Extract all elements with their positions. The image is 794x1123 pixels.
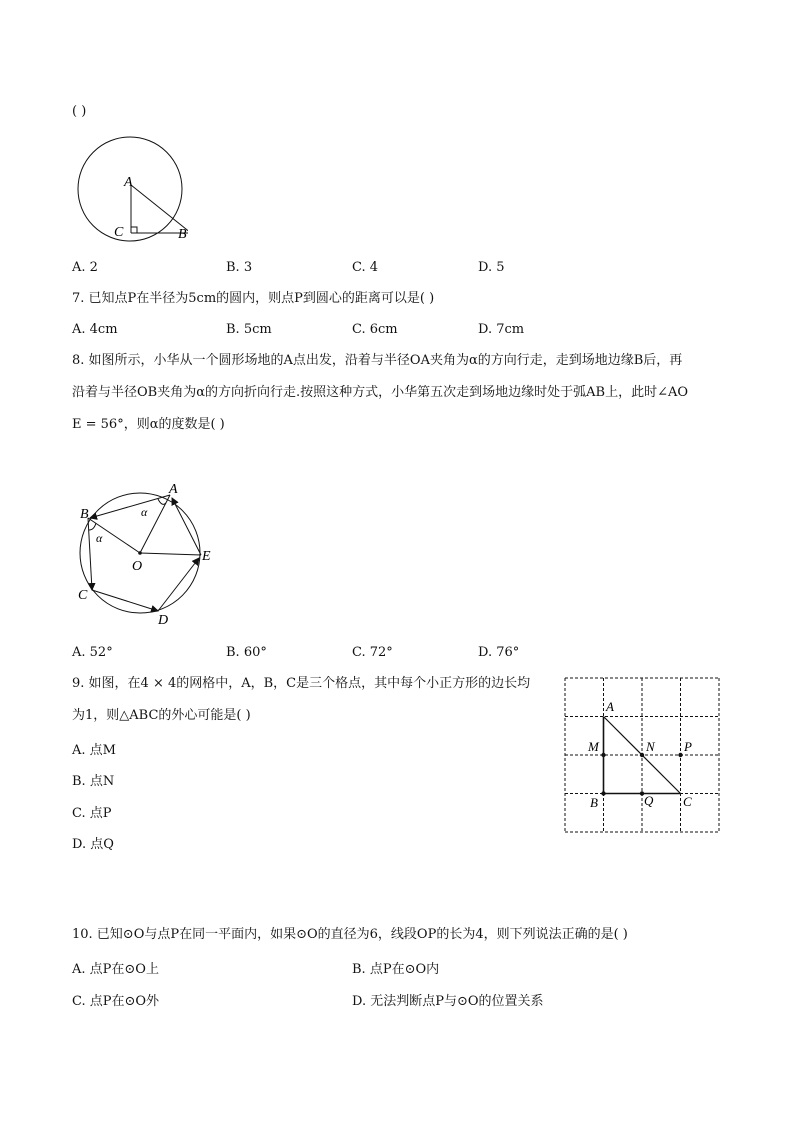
q8-label-b: B — [80, 507, 89, 522]
q8-option-d: D. 76° — [478, 645, 520, 660]
q6-option-a: A. 2 — [72, 260, 98, 275]
q7-option-b: B. 5cm — [226, 322, 272, 337]
q8-label-d: D — [158, 613, 169, 628]
q10-option-a: A. 点P在⊙O上 — [72, 962, 159, 977]
q8-path-ea — [172, 498, 201, 555]
q9-label-c: C — [683, 794, 692, 809]
q9-option-a: A. 点M — [72, 743, 116, 758]
q9-option-d: D. 点Q — [72, 837, 114, 852]
q6-option-d: D. 5 — [478, 260, 505, 275]
q6-option-c: C. 4 — [352, 260, 379, 275]
q8-label-e: E — [202, 549, 211, 564]
q8-label-c: C — [78, 588, 88, 603]
q9-label-q: Q — [644, 793, 654, 808]
q7-option-c: C. 6cm — [352, 322, 398, 337]
q8-option-a: A. 52° — [72, 645, 113, 660]
q9-stem-line2: 为1，则△ABC的外心可能是( ) — [72, 708, 251, 723]
q6-label-b: B — [178, 227, 187, 242]
q10-stem: 10. 已知⊙O与点P在同一平面内，如果⊙O的直径为6，线段OP的长为4，则下列说法正确的是( ) — [72, 927, 628, 942]
q6-segment-ab — [131, 185, 188, 233]
q9-point-p — [678, 753, 682, 757]
q9-label-p: P — [684, 739, 692, 754]
q7-stem: 7. 已知点P在半径为5cm的圆内，则点P到圆心的距离可以是( ) — [72, 291, 435, 306]
q9-point-m — [601, 753, 605, 757]
q8-stem-line2: 沿着与半径OB夹角为α的方向折向行走.按照这种方式，小华第五次走到场地边缘时处于弧AB上，此时∠AO — [72, 385, 689, 400]
q8-path-cd — [92, 590, 158, 611]
q6-option-b: B. 3 — [226, 260, 253, 275]
q8-path-de — [158, 558, 199, 611]
q9-option-b: B. 点N — [72, 774, 115, 789]
q10-option-d: D. 无法判断点P与⊙O的位置关系 — [352, 994, 544, 1009]
q10-option-b: B. 点P在⊙O内 — [352, 962, 440, 977]
q6-answer-paren: ( ) — [72, 104, 87, 119]
q8-radius-oe — [140, 553, 201, 555]
q6-label-c: C — [114, 225, 124, 240]
q9-option-c: C. 点P — [72, 806, 112, 821]
q7-option-a: A. 4cm — [72, 322, 118, 337]
q8-label-o: O — [132, 559, 143, 574]
q8-angle-arc-a — [158, 499, 166, 504]
q8-option-c: C. 72° — [352, 645, 393, 660]
q6-right-angle-mark — [131, 227, 137, 233]
q6-label-a: A — [124, 175, 133, 190]
q8-option-b: B. 60° — [226, 645, 267, 660]
q9-label-b: B — [590, 795, 598, 810]
q8-center-dot — [138, 551, 142, 555]
q10-option-c: C. 点P在⊙O外 — [72, 994, 160, 1009]
q9-label-n: N — [646, 739, 655, 754]
q8-label-alpha-b: α — [96, 531, 103, 545]
q9-label-a: A — [606, 699, 614, 714]
q6-figure — [74, 136, 188, 246]
q9-stem-line1: 9. 如图，在4 × 4的网格中，A，B，C是三个格点，其中每个小正方形的边长均 — [72, 676, 531, 691]
q7-option-d: D. 7cm — [478, 322, 525, 337]
q8-stem-line1: 8. 如图所示，小华从一个圆形场地的A点出发，沿着与半径OA夹角为α的方向行走，走到场地边缘B后，再 — [72, 353, 683, 368]
q9-grid-figure — [560, 673, 725, 838]
q8-label-a: A — [169, 482, 178, 497]
q9-label-m: M — [588, 739, 599, 754]
q8-figure — [74, 478, 224, 628]
q9-point-n — [640, 753, 644, 757]
q8-label-alpha-a: α — [141, 505, 148, 519]
q8-angle-arc-b — [89, 523, 96, 530]
q8-stem-line3: E = 56°，则α的度数是( ) — [72, 417, 225, 432]
q8-path-bc — [88, 518, 92, 590]
q9-point-b — [601, 791, 605, 795]
